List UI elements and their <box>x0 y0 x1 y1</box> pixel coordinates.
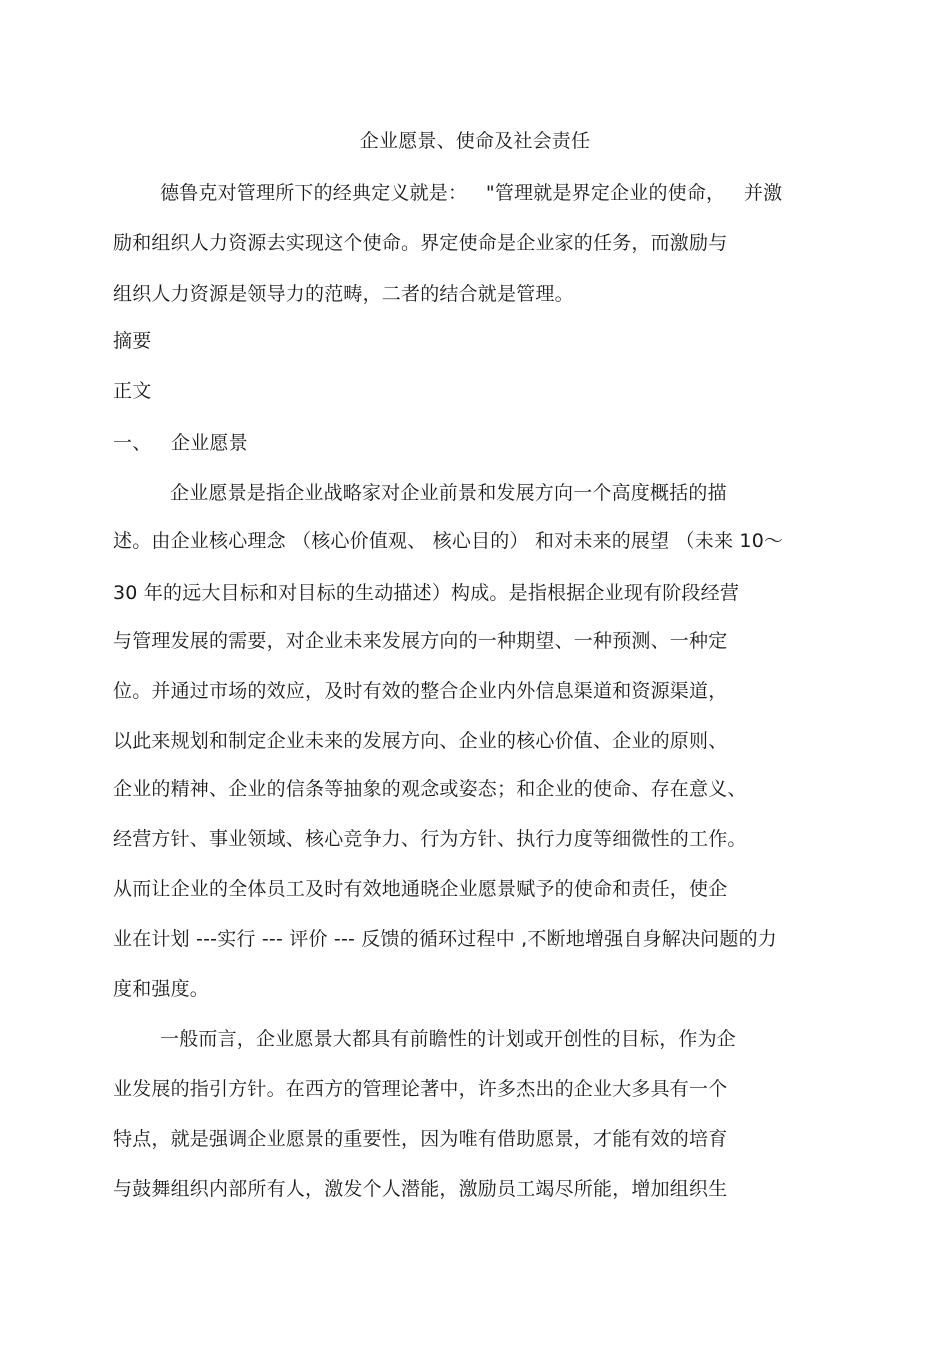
intro-line: 励和组织人力资源去实现这个使命。界定使命是企业家的任务，而激励与 <box>113 232 728 254</box>
paragraph-line: 企业的精神、企业的信条等抽象的观念或姿态；和企业的使命、存在意义、 <box>113 778 747 800</box>
section-heading <box>113 430 248 456</box>
body-heading: 正文 <box>113 380 152 402</box>
section-number: 一、 <box>113 432 152 454</box>
intro-line: 组织人力资源是领导力的范畴，二者的结合就是管理。 <box>113 283 574 305</box>
paragraph-line: 业在计划 ---实行 --- 评价 --- 反馈的循环过程中 ,不断地增强自身解决问题的力 <box>113 928 777 950</box>
paragraph-line: 业发展的指引方针。在西方的管理论著中，许多杰出的企业大多具有一个 <box>113 1078 728 1100</box>
intro-line: 德鲁克对管理所下的经典定义就是： "管理就是界定企业的使命， 并激 <box>160 182 783 204</box>
paragraph-line: 企业愿景是指企业战略家对企业前景和发展方向一个高度概括的描 <box>170 482 727 504</box>
paragraph-line: 以此来规划和制定企业未来的发展方向、企业的核心价值、企业的原则、 <box>113 730 728 752</box>
abstract-heading: 摘要 <box>113 330 152 352</box>
document-title: 企业愿景、使命及社会责任 <box>359 130 591 152</box>
paragraph-line: 与鼓舞组织内部所有人，激发个人潜能，激励员工竭尽所能，增加组织生 <box>113 1178 728 1200</box>
paragraph-line: 一般而言，企业愿景大都具有前瞻性的计划或开创性的目标，作为企 <box>160 1028 737 1050</box>
paragraph-line: 从而让企业的全体员工及时有效地通晓企业愿景赋予的使命和责任，使企 <box>113 878 728 900</box>
paragraph-line: 经营方针、事业领域、核心竞争力、行为方针、执行力度等细微性的工作。 <box>113 828 747 850</box>
section-title: 企业愿景 <box>171 432 248 454</box>
paragraph-line: 度和强度。 <box>113 978 210 1000</box>
paragraph-line: 与管理发展的需要，对企业未来发展方向的一种期望、一种预测、一种定 <box>113 630 728 652</box>
paragraph-line: 述。由企业核心理念 （核心价值观、 核心目的） 和对未来的展望 （未来 10～ <box>113 530 784 552</box>
paragraph-line: 30 年的远大目标和对目标的生动描述）构成。是指根据企业现有阶段经营 <box>113 582 740 604</box>
paragraph-line: 位。并通过市场的效应，及时有效的整合企业内外信息渠道和资源渠道， <box>113 680 728 702</box>
paragraph-line: 特点，就是强调企业愿景的重要性，因为唯有借助愿景，才能有效的培育 <box>113 1128 728 1150</box>
